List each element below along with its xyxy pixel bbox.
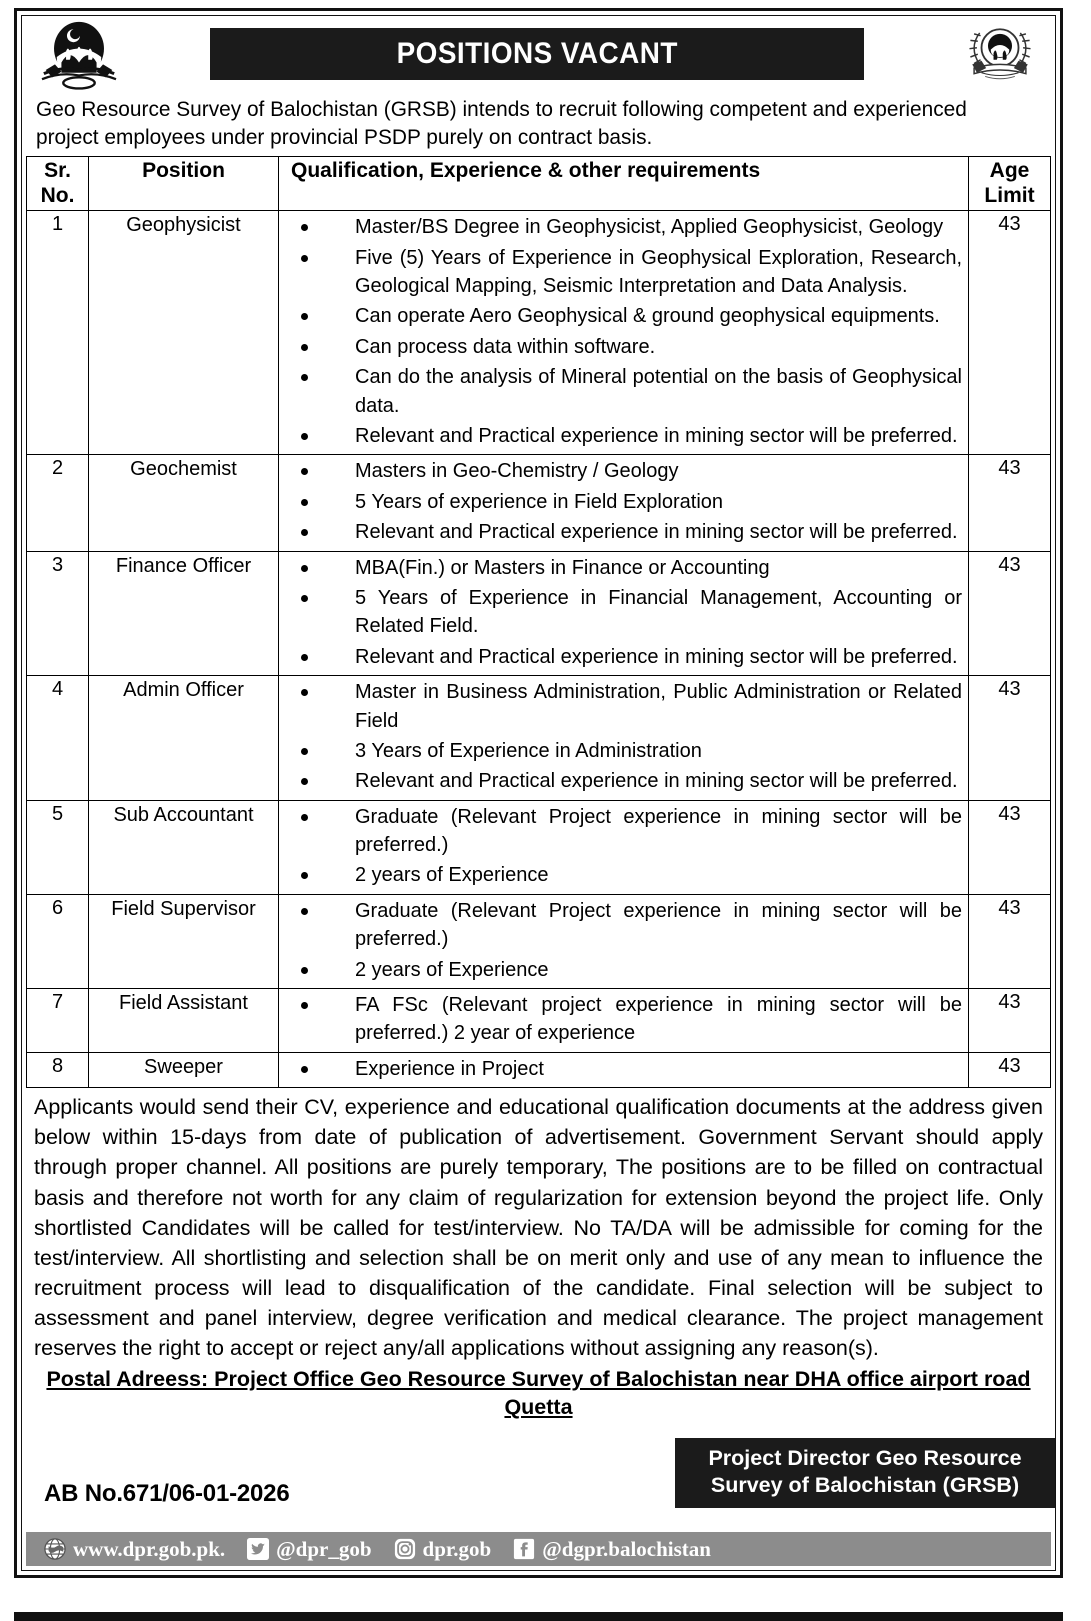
requirements-list xyxy=(279,678,968,796)
bottom-black-bar xyxy=(14,1612,1063,1621)
requirements-list xyxy=(279,991,968,1048)
requirement-item: Can operate Aero Geophysical & ground geophysical equipments. xyxy=(279,302,968,330)
social-label: dpr.gob xyxy=(422,1536,492,1561)
grsb-department-emblem-icon xyxy=(953,20,1047,94)
requirement-item: FA FSc (Relevant project experience in mining sector will be preferred.) 2 year of experience xyxy=(279,991,968,1048)
intro-line-1: Geo Resource Survey of Balochistan (GRSB) intends to recruit following competent and experienced xyxy=(36,97,967,121)
table-row xyxy=(27,211,1051,455)
signature-block xyxy=(22,1422,1055,1530)
cell-age-limit: 43 xyxy=(969,455,1051,551)
globe-icon xyxy=(44,1538,66,1560)
cell-sr-no: 4 xyxy=(27,676,89,801)
age-head-line1: Age xyxy=(989,158,1030,182)
intro-paragraph xyxy=(22,94,1055,154)
social-label: @dpr_gob xyxy=(276,1536,372,1561)
social-link-globe[interactable] xyxy=(44,1537,225,1562)
social-link-facebook[interactable] xyxy=(513,1537,711,1562)
cell-qualification xyxy=(279,800,969,894)
social-media-bar xyxy=(26,1532,1051,1566)
requirements-list xyxy=(279,803,968,890)
cell-sr-no: 5 xyxy=(27,800,89,894)
requirements-list xyxy=(279,213,968,450)
cell-age-limit: 43 xyxy=(969,211,1051,455)
cell-qualification xyxy=(279,455,969,551)
banner-title: POSITIONS VACANT xyxy=(396,37,678,70)
cell-sr-no: 7 xyxy=(27,989,89,1053)
table-row xyxy=(27,989,1051,1053)
requirement-item: 5 Years of experience in Field Exploration xyxy=(279,488,968,516)
cell-age-limit: 43 xyxy=(969,989,1051,1053)
cell-position: Sub Accountant xyxy=(89,800,279,894)
table-row xyxy=(27,800,1051,894)
cell-age-limit: 43 xyxy=(969,551,1051,676)
requirement-item: 2 years of Experience xyxy=(279,861,968,889)
requirements-list xyxy=(279,1055,968,1083)
cell-sr-no: 8 xyxy=(27,1052,89,1087)
positions-vacant-banner xyxy=(210,28,864,80)
column-header-age-limit xyxy=(969,156,1051,211)
table-row xyxy=(27,455,1051,551)
balochistan-government-emblem-icon xyxy=(32,20,126,94)
table-row xyxy=(27,1052,1051,1087)
requirement-item: Master/BS Degree in Geophysicist, Applied Geophysicist, Geology xyxy=(279,213,968,241)
table-row xyxy=(27,551,1051,676)
advertisement-inner-border xyxy=(21,15,1056,1571)
cell-sr-no: 1 xyxy=(27,211,89,455)
cell-position: Field Assistant xyxy=(89,989,279,1053)
cell-age-limit: 43 xyxy=(969,894,1051,988)
requirement-item: 2 years of Experience xyxy=(279,956,968,984)
sr-head-line2: No. xyxy=(40,183,75,207)
requirement-item: Masters in Geo-Chemistry / Geology xyxy=(279,457,968,485)
requirements-list xyxy=(279,897,968,984)
table-header-row xyxy=(27,156,1051,211)
social-link-twitter[interactable] xyxy=(247,1537,371,1562)
director-line-2: Survey of Balochistan (GRSB) xyxy=(710,1472,1020,1497)
sr-head-line1: Sr. xyxy=(44,158,71,182)
cell-position: Admin Officer xyxy=(89,676,279,801)
column-header-position: Position xyxy=(89,156,279,211)
cell-qualification xyxy=(279,1052,969,1087)
postal-address: Postal Adreess: Project Office Geo Resource Survey of Balochistan near DHA office airport road Quetta xyxy=(46,1367,1031,1420)
requirement-item: 3 Years of Experience in Administration xyxy=(279,737,968,765)
requirement-item: Graduate (Relevant Project experience in mining sector will be preferred.) xyxy=(279,897,968,954)
requirements-list xyxy=(279,457,968,546)
requirement-item: Can do the analysis of Mineral potential on the basis of Geophysical data. xyxy=(279,363,968,420)
table-row xyxy=(27,894,1051,988)
social-label: @dgpr.balochistan xyxy=(542,1536,711,1561)
requirement-item: Relevant and Practical experience in mining sector will be preferred. xyxy=(279,767,968,795)
notice-paragraph: Applicants would send their CV, experience and educational qualification documents at the address given below within 15-days from date of publication of advertisement. Government Servant should apply through proper channel. All positions are purely temporary, The positions are to be filled on contractual basis and therefore not worth for any claim of regularization for extension beyond the project life. Only shortlisted Candidates will be called for test/interview. No TA/DA will be admissible for coming for the test/interview. All shortlisting and selection shall be on merit only and use of any mean to influence the recruitment process will lead to disqualification of the candidate. Final selection will be subject to assessment and panel interview, degree verification and medical clearance. The project management reserves the right to accept or reject any/all applications without assigning any reason(s). xyxy=(34,1095,1043,1360)
cell-sr-no: 2 xyxy=(27,455,89,551)
requirements-list xyxy=(279,554,968,672)
cell-position: Field Supervisor xyxy=(89,894,279,988)
cell-qualification xyxy=(279,211,969,455)
table-head xyxy=(27,156,1051,211)
column-header-sr-no xyxy=(27,156,89,211)
requirement-item: Graduate (Relevant Project experience in mining sector will be preferred.) xyxy=(279,803,968,860)
requirement-item: Five (5) Years of Experience in Geophysical Exploration, Research, Geological Mapping, Seismic Interpretation and Data Analysis. xyxy=(279,244,968,301)
cell-sr-no: 6 xyxy=(27,894,89,988)
requirement-item: MBA(Fin.) or Masters in Finance or Accounting xyxy=(279,554,968,582)
advertisement-frame xyxy=(14,8,1063,1578)
requirement-item: Relevant and Practical experience in mining sector will be preferred. xyxy=(279,643,968,671)
cell-qualification xyxy=(279,676,969,801)
project-director-stamp xyxy=(675,1438,1055,1508)
age-head-line2: Limit xyxy=(984,183,1035,207)
positions-table xyxy=(26,156,1051,1088)
director-line-1: Project Director Geo Resource xyxy=(708,1445,1022,1470)
table-body xyxy=(27,211,1051,1088)
requirement-item: Master in Business Administration, Public Administration or Related Field xyxy=(279,678,968,735)
cell-qualification xyxy=(279,894,969,988)
requirement-item: 5 Years of Experience in Financial Management, Accounting or Related Field. xyxy=(279,584,968,641)
requirement-item: Can process data within software. xyxy=(279,333,968,361)
cell-position: Sweeper xyxy=(89,1052,279,1087)
column-header-qualification: Qualification, Experience & other requirements xyxy=(279,156,969,211)
social-label: www.dpr.gob.pk. xyxy=(73,1536,226,1561)
requirement-item: Relevant and Practical experience in mining sector will be preferred. xyxy=(279,518,968,546)
cell-position: Geophysicist xyxy=(89,211,279,455)
cell-position: Finance Officer xyxy=(89,551,279,676)
twitter-icon xyxy=(247,1538,269,1560)
instagram-icon xyxy=(394,1538,416,1560)
requirement-item: Experience in Project xyxy=(279,1055,968,1083)
social-link-instagram[interactable] xyxy=(394,1537,492,1562)
cell-sr-no: 3 xyxy=(27,551,89,676)
requirement-item: Relevant and Practical experience in mining sector will be preferred. xyxy=(279,422,968,450)
cell-age-limit: 43 xyxy=(969,1052,1051,1087)
table-row xyxy=(27,676,1051,801)
ab-number: AB No.671/06-01-2026 xyxy=(44,1479,290,1507)
facebook-icon xyxy=(513,1538,535,1560)
header xyxy=(22,16,1055,94)
cell-qualification xyxy=(279,551,969,676)
cell-qualification xyxy=(279,989,969,1053)
cell-age-limit: 43 xyxy=(969,800,1051,894)
cell-position: Geochemist xyxy=(89,455,279,551)
intro-line-2: project employees under provincial PSDP purely on contract basis. xyxy=(36,125,653,150)
cell-age-limit: 43 xyxy=(969,676,1051,801)
